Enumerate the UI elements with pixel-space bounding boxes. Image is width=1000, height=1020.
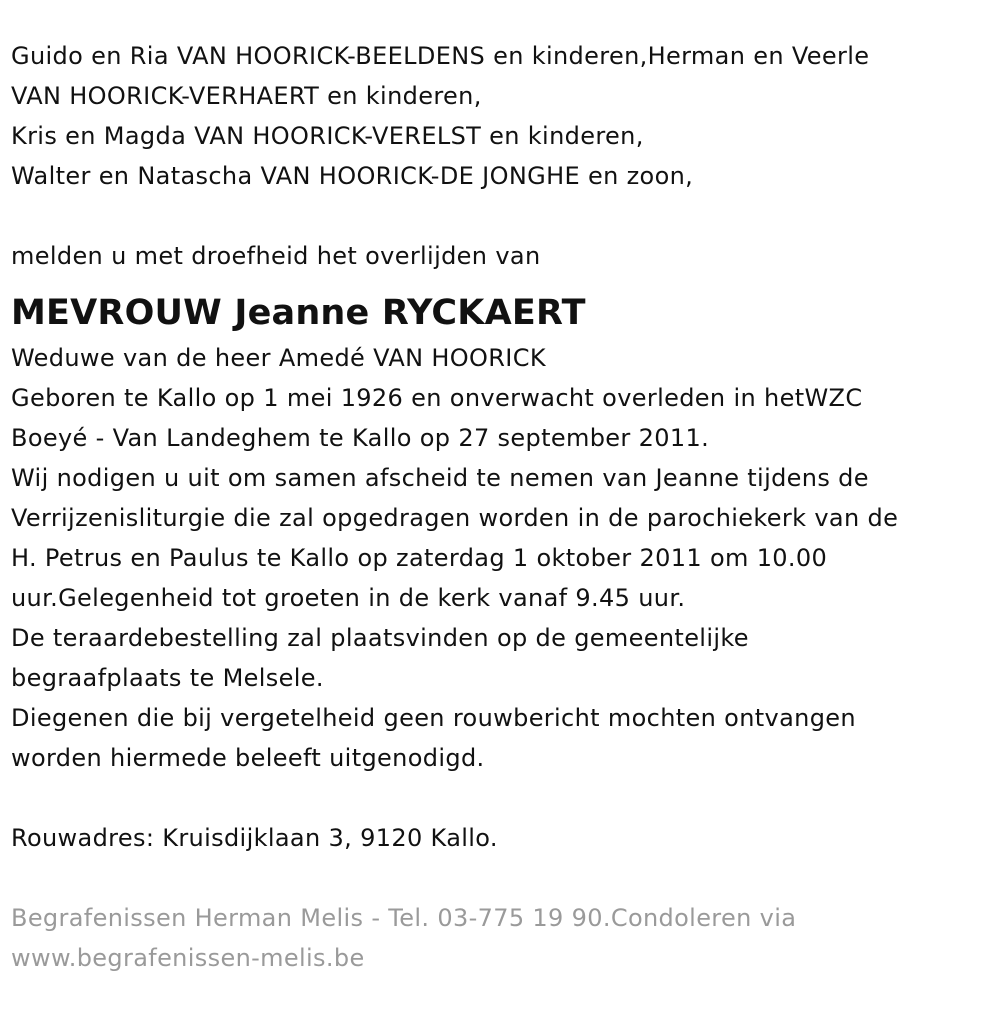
footer-website: www.begrafenissen-melis.be — [11, 944, 365, 972]
body-line: Weduwe van de heer Amedé VAN HOORICK — [11, 344, 546, 372]
body-line: Wij nodigen u uit om samen afscheid te nemen van Jeanne tijdens de — [11, 464, 869, 492]
body-line: De teraardebestelling zal plaatsvinden op de gemeentelijke — [11, 624, 749, 652]
footer-line: Begrafenissen Herman Melis - Tel. 03-775 19 90.Condoleren via — [11, 904, 797, 932]
family-line: Kris en Magda VAN HOORICK-VERELST en kinderen, — [11, 122, 644, 150]
intro-text: melden u met droefheid het overlijden van — [11, 242, 541, 270]
body-line: Boeyé - Van Landeghem te Kallo op 27 september 2011. — [11, 424, 710, 452]
spacer — [11, 858, 990, 898]
family-block — [11, 36, 990, 196]
mourning-address: Rouwadres: Kruisdijklaan 3, 9120 Kallo. — [11, 824, 498, 852]
family-line: Walter en Natascha VAN HOORICK-DE JONGHE en zoon, — [11, 162, 694, 190]
family-line: VAN HOORICK-VERHAERT en kinderen, — [11, 82, 482, 110]
deceased-name: MEVROUW Jeanne RYCKAERT — [11, 293, 586, 333]
footer — [11, 898, 990, 978]
body-line: H. Petrus en Paulus te Kallo op zaterdag 1 oktober 2011 om 10.00 — [11, 544, 828, 572]
spacer — [11, 778, 990, 818]
body-line: Verrijzenisliturgie die zal opgedragen worden in de parochiekerk van de — [11, 504, 899, 532]
family-line: Guido en Ria VAN HOORICK-BEELDENS en kinderen,Herman en Veerle — [11, 42, 870, 70]
spacer — [11, 196, 990, 236]
body-block — [11, 338, 990, 778]
body-line: Diegenen die bij vergetelheid geen rouwbericht mochten ontvangen — [11, 704, 856, 732]
body-line: worden hiermede beleeft uitgenodigd. — [11, 744, 485, 772]
body-line: begraafplaats te Melsele. — [11, 664, 324, 692]
body-line: uur.Gelegenheid tot groeten in de kerk vanaf 9.45 uur. — [11, 584, 686, 612]
body-line: Geboren te Kallo op 1 mei 1926 en onverwacht overleden in hetWZC — [11, 384, 863, 412]
